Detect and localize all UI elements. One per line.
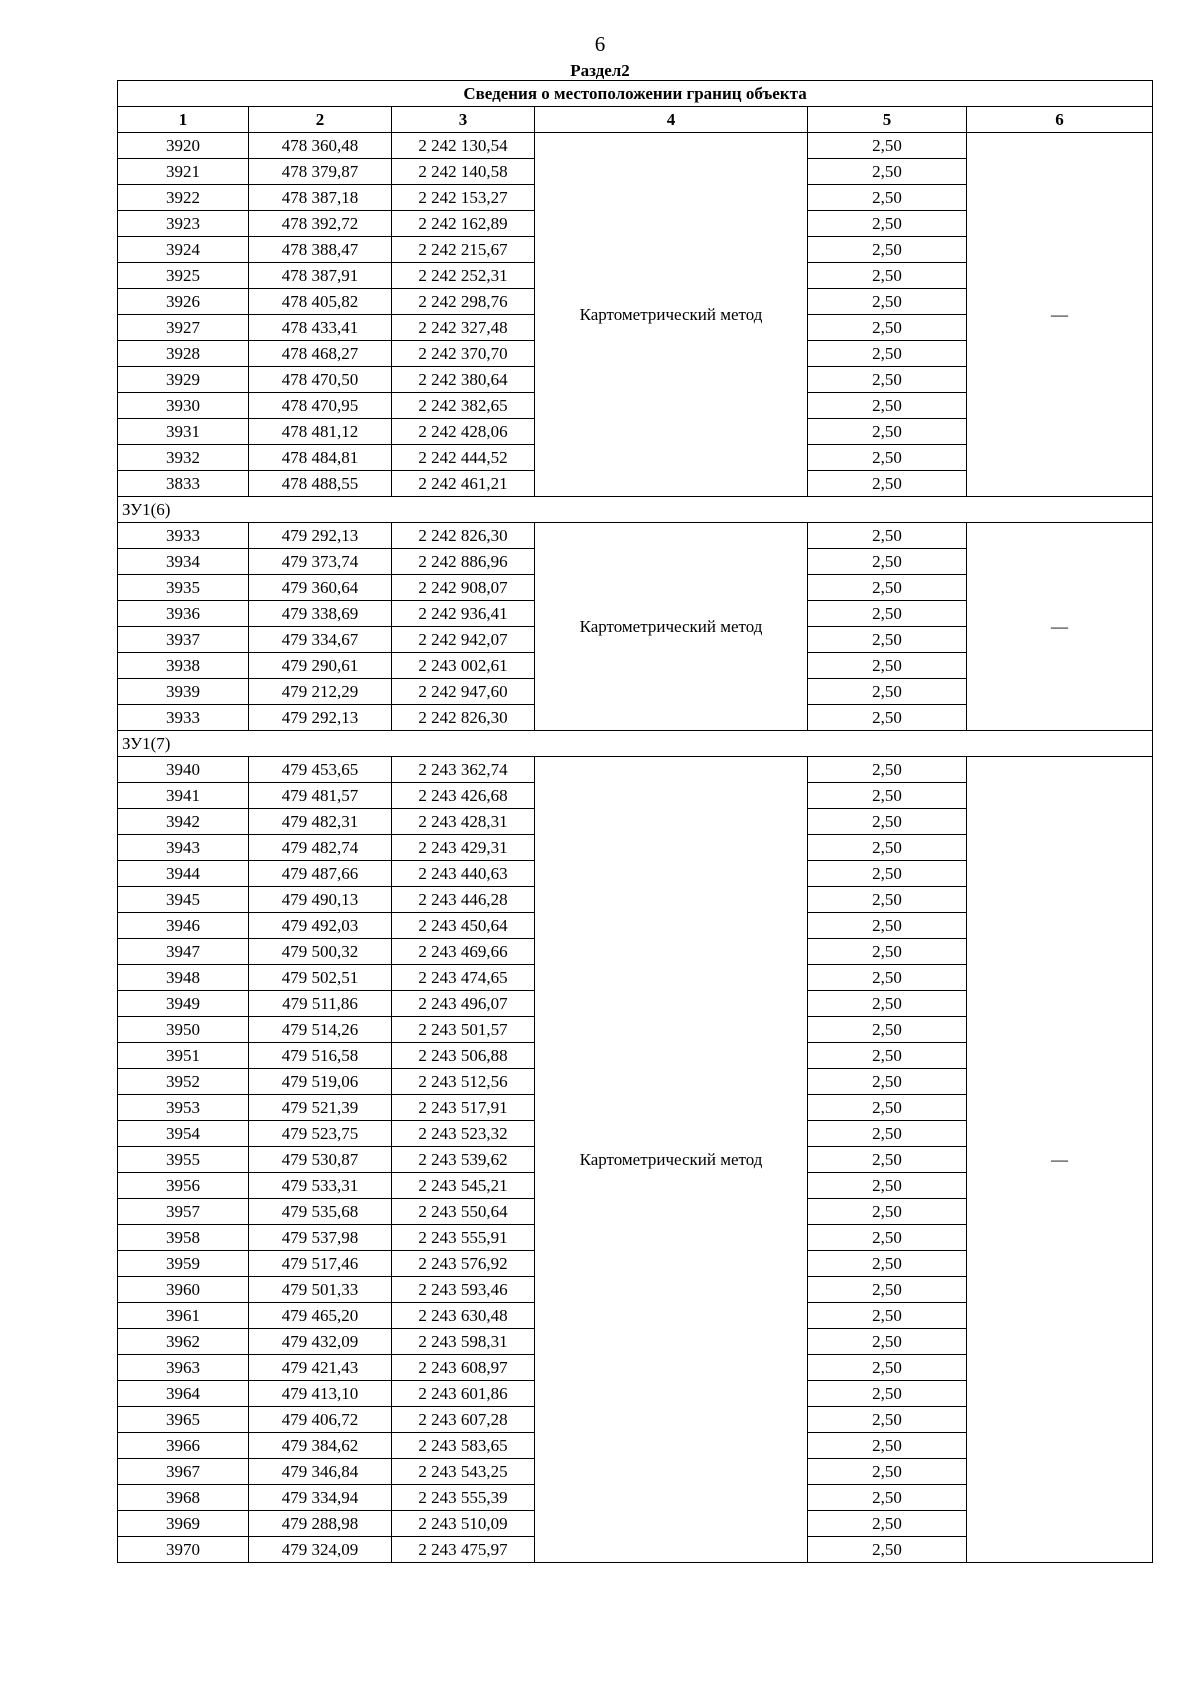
coord-y: 2 243 469,66 (392, 939, 535, 965)
coord-x: 479 413,10 (249, 1381, 392, 1407)
precision-value: 2,50 (808, 1277, 967, 1303)
coord-x: 479 465,20 (249, 1303, 392, 1329)
point-number: 3963 (118, 1355, 249, 1381)
column-header: 6 (967, 107, 1153, 133)
coord-y: 2 242 382,65 (392, 393, 535, 419)
coord-y: 2 242 886,96 (392, 549, 535, 575)
point-number: 3934 (118, 549, 249, 575)
point-number: 3928 (118, 341, 249, 367)
point-number: 3946 (118, 913, 249, 939)
precision-value: 2,50 (808, 1407, 967, 1433)
point-number: 3951 (118, 1043, 249, 1069)
coord-x: 479 384,62 (249, 1433, 392, 1459)
precision-value: 2,50 (808, 1485, 967, 1511)
precision-value: 2,50 (808, 1537, 967, 1563)
precision-value: 2,50 (808, 289, 967, 315)
coord-y: 2 243 630,48 (392, 1303, 535, 1329)
precision-value: 2,50 (808, 341, 967, 367)
column6-cell: — (967, 757, 1153, 1563)
point-number: 3920 (118, 133, 249, 159)
coord-y: 2 242 140,58 (392, 159, 535, 185)
point-number: 3833 (118, 471, 249, 497)
coord-y: 2 243 506,88 (392, 1043, 535, 1069)
precision-value: 2,50 (808, 185, 967, 211)
point-number: 3950 (118, 1017, 249, 1043)
precision-value: 2,50 (808, 549, 967, 575)
point-number: 3924 (118, 237, 249, 263)
point-number: 3942 (118, 809, 249, 835)
coord-x: 478 481,12 (249, 419, 392, 445)
coord-y: 2 243 426,68 (392, 783, 535, 809)
coord-x: 478 470,95 (249, 393, 392, 419)
coord-y: 2 243 598,31 (392, 1329, 535, 1355)
coord-x: 479 432,09 (249, 1329, 392, 1355)
precision-value: 2,50 (808, 1511, 967, 1537)
precision-value: 2,50 (808, 445, 967, 471)
column6-cell: — (967, 523, 1153, 731)
point-number: 3938 (118, 653, 249, 679)
coord-x: 479 492,03 (249, 913, 392, 939)
coord-y: 2 242 908,07 (392, 575, 535, 601)
precision-value: 2,50 (808, 1069, 967, 1095)
precision-value: 2,50 (808, 1251, 967, 1277)
coord-x: 479 334,94 (249, 1485, 392, 1511)
column-header: 3 (392, 107, 535, 133)
coord-x: 479 290,61 (249, 653, 392, 679)
table-header-row (118, 107, 1153, 133)
point-number: 3969 (118, 1511, 249, 1537)
coord-y: 2 242 153,27 (392, 185, 535, 211)
precision-value: 2,50 (808, 471, 967, 497)
precision-value: 2,50 (808, 367, 967, 393)
coord-x: 479 373,74 (249, 549, 392, 575)
point-number: 3964 (118, 1381, 249, 1407)
point-number: 3944 (118, 861, 249, 887)
precision-value: 2,50 (808, 1459, 967, 1485)
point-number: 3953 (118, 1095, 249, 1121)
coord-y: 2 242 942,07 (392, 627, 535, 653)
coord-x: 479 533,31 (249, 1173, 392, 1199)
coord-y: 2 243 428,31 (392, 809, 535, 835)
coord-x: 479 523,75 (249, 1121, 392, 1147)
group-label: ЗУ1(7) (118, 731, 1153, 757)
precision-value: 2,50 (808, 211, 967, 237)
point-number: 3933 (118, 705, 249, 731)
coord-x: 479 500,32 (249, 939, 392, 965)
coord-y: 2 242 327,48 (392, 315, 535, 341)
precision-value: 2,50 (808, 1043, 967, 1069)
coord-y: 2 243 545,21 (392, 1173, 535, 1199)
point-number: 3940 (118, 757, 249, 783)
coord-x: 479 288,98 (249, 1511, 392, 1537)
precision-value: 2,50 (808, 991, 967, 1017)
precision-value: 2,50 (808, 1381, 967, 1407)
coord-x: 478 405,82 (249, 289, 392, 315)
coord-y: 2 242 947,60 (392, 679, 535, 705)
precision-value: 2,50 (808, 835, 967, 861)
coord-y: 2 243 576,92 (392, 1251, 535, 1277)
coord-x: 478 470,50 (249, 367, 392, 393)
coord-y: 2 243 002,61 (392, 653, 535, 679)
precision-value: 2,50 (808, 1329, 967, 1355)
point-number: 3955 (118, 1147, 249, 1173)
coord-y: 2 242 444,52 (392, 445, 535, 471)
group-label-row (118, 497, 1153, 523)
coord-x: 478 488,55 (249, 471, 392, 497)
point-number: 3923 (118, 211, 249, 237)
coord-x: 478 387,18 (249, 185, 392, 211)
precision-value: 2,50 (808, 705, 967, 731)
coord-x: 479 453,65 (249, 757, 392, 783)
column-header: 1 (118, 107, 249, 133)
coord-x: 479 406,72 (249, 1407, 392, 1433)
point-number: 3943 (118, 835, 249, 861)
point-number: 3952 (118, 1069, 249, 1095)
coord-y: 2 243 608,97 (392, 1355, 535, 1381)
coord-y: 2 242 826,30 (392, 523, 535, 549)
point-number: 3935 (118, 575, 249, 601)
precision-value: 2,50 (808, 965, 967, 991)
point-number: 3968 (118, 1485, 249, 1511)
table-row (118, 133, 1153, 159)
group-label: ЗУ1(6) (118, 497, 1153, 523)
coord-y: 2 243 501,57 (392, 1017, 535, 1043)
point-number: 3954 (118, 1121, 249, 1147)
point-number: 3949 (118, 991, 249, 1017)
coord-x: 479 346,84 (249, 1459, 392, 1485)
precision-value: 2,50 (808, 419, 967, 445)
coord-y: 2 243 446,28 (392, 887, 535, 913)
coord-x: 479 421,43 (249, 1355, 392, 1381)
precision-value: 2,50 (808, 887, 967, 913)
coord-x: 479 482,31 (249, 809, 392, 835)
precision-value: 2,50 (808, 679, 967, 705)
coord-x: 479 537,98 (249, 1225, 392, 1251)
point-number: 3922 (118, 185, 249, 211)
point-number: 3931 (118, 419, 249, 445)
point-number: 3947 (118, 939, 249, 965)
coord-x: 478 484,81 (249, 445, 392, 471)
precision-value: 2,50 (808, 1121, 967, 1147)
coord-y: 2 243 496,07 (392, 991, 535, 1017)
precision-value: 2,50 (808, 913, 967, 939)
precision-value: 2,50 (808, 601, 967, 627)
precision-value: 2,50 (808, 237, 967, 263)
precision-value: 2,50 (808, 523, 967, 549)
point-number: 3965 (118, 1407, 249, 1433)
coord-x: 479 490,13 (249, 887, 392, 913)
coord-x: 479 481,57 (249, 783, 392, 809)
precision-value: 2,50 (808, 939, 967, 965)
table-title: Сведения о местоположении границ объекта (118, 81, 1153, 107)
coord-x: 479 514,26 (249, 1017, 392, 1043)
point-number: 3927 (118, 315, 249, 341)
point-number: 3945 (118, 887, 249, 913)
precision-value: 2,50 (808, 315, 967, 341)
precision-value: 2,50 (808, 1199, 967, 1225)
coord-y: 2 242 936,41 (392, 601, 535, 627)
point-number: 3933 (118, 523, 249, 549)
coord-y: 2 242 826,30 (392, 705, 535, 731)
coord-x: 479 511,86 (249, 991, 392, 1017)
precision-value: 2,50 (808, 861, 967, 887)
point-number: 3937 (118, 627, 249, 653)
coord-y: 2 243 440,63 (392, 861, 535, 887)
coord-x: 479 487,66 (249, 861, 392, 887)
coord-x: 478 379,87 (249, 159, 392, 185)
point-number: 3960 (118, 1277, 249, 1303)
group-label-row (118, 731, 1153, 757)
table-row (118, 757, 1153, 783)
coord-x: 479 521,39 (249, 1095, 392, 1121)
table-body (118, 133, 1153, 1563)
point-number: 3929 (118, 367, 249, 393)
coord-y: 2 242 130,54 (392, 133, 535, 159)
point-number: 3939 (118, 679, 249, 705)
precision-value: 2,50 (808, 159, 967, 185)
precision-value: 2,50 (808, 1303, 967, 1329)
coord-y: 2 243 429,31 (392, 835, 535, 861)
point-number: 3930 (118, 393, 249, 419)
point-number: 3948 (118, 965, 249, 991)
page-number: 6 (594, 32, 606, 56)
coord-x: 479 338,69 (249, 601, 392, 627)
point-number: 3932 (118, 445, 249, 471)
coord-y: 2 242 252,31 (392, 263, 535, 289)
coord-x: 479 482,74 (249, 835, 392, 861)
precision-value: 2,50 (808, 783, 967, 809)
coord-x: 478 387,91 (249, 263, 392, 289)
coord-x: 479 516,58 (249, 1043, 392, 1069)
coord-x: 479 519,06 (249, 1069, 392, 1095)
method-cell: Картометрический метод (535, 523, 808, 731)
coord-y: 2 243 543,25 (392, 1459, 535, 1485)
coord-x: 479 292,13 (249, 705, 392, 731)
boundary-coordinates-table (117, 80, 1153, 1563)
column6-cell: — (967, 133, 1153, 497)
precision-value: 2,50 (808, 757, 967, 783)
column-header: 5 (808, 107, 967, 133)
coord-y: 2 242 298,76 (392, 289, 535, 315)
point-number: 3926 (118, 289, 249, 315)
precision-value: 2,50 (808, 1095, 967, 1121)
coord-x: 478 360,48 (249, 133, 392, 159)
precision-value: 2,50 (808, 1225, 967, 1251)
point-number: 3957 (118, 1199, 249, 1225)
coord-y: 2 242 370,70 (392, 341, 535, 367)
coord-x: 479 292,13 (249, 523, 392, 549)
coord-x: 478 468,27 (249, 341, 392, 367)
coord-x: 478 433,41 (249, 315, 392, 341)
coord-y: 2 243 601,86 (392, 1381, 535, 1407)
coord-y: 2 243 593,46 (392, 1277, 535, 1303)
point-number: 3967 (118, 1459, 249, 1485)
coord-y: 2 243 583,65 (392, 1433, 535, 1459)
point-number: 3936 (118, 601, 249, 627)
precision-value: 2,50 (808, 627, 967, 653)
point-number: 3962 (118, 1329, 249, 1355)
precision-value: 2,50 (808, 809, 967, 835)
precision-value: 2,50 (808, 1433, 967, 1459)
precision-value: 2,50 (808, 1017, 967, 1043)
coord-y: 2 243 555,91 (392, 1225, 535, 1251)
method-cell: Картометрический метод (535, 757, 808, 1563)
column-header: 4 (535, 107, 808, 133)
coord-x: 479 324,09 (249, 1537, 392, 1563)
coord-x: 479 212,29 (249, 679, 392, 705)
table-row (118, 523, 1153, 549)
precision-value: 2,50 (808, 575, 967, 601)
point-number: 3925 (118, 263, 249, 289)
point-number: 3956 (118, 1173, 249, 1199)
point-number: 3959 (118, 1251, 249, 1277)
coord-x: 479 501,33 (249, 1277, 392, 1303)
coord-y: 2 243 475,97 (392, 1537, 535, 1563)
coord-x: 479 502,51 (249, 965, 392, 991)
method-cell: Картометрический метод (535, 133, 808, 497)
coord-y: 2 242 162,89 (392, 211, 535, 237)
precision-value: 2,50 (808, 263, 967, 289)
point-number: 3958 (118, 1225, 249, 1251)
coord-y: 2 242 215,67 (392, 237, 535, 263)
precision-value: 2,50 (808, 1355, 967, 1381)
coord-y: 2 243 474,65 (392, 965, 535, 991)
precision-value: 2,50 (808, 393, 967, 419)
coord-y: 2 242 380,64 (392, 367, 535, 393)
section-title: Раздел2 (570, 61, 630, 80)
column-header: 2 (249, 107, 392, 133)
coord-y: 2 243 517,91 (392, 1095, 535, 1121)
coord-y: 2 243 550,64 (392, 1199, 535, 1225)
coord-y: 2 243 539,62 (392, 1147, 535, 1173)
coord-y: 2 243 512,56 (392, 1069, 535, 1095)
coord-x: 479 530,87 (249, 1147, 392, 1173)
coord-y: 2 243 555,39 (392, 1485, 535, 1511)
coord-x: 479 334,67 (249, 627, 392, 653)
precision-value: 2,50 (808, 133, 967, 159)
coord-y: 2 243 450,64 (392, 913, 535, 939)
point-number: 3961 (118, 1303, 249, 1329)
precision-value: 2,50 (808, 1173, 967, 1199)
coord-x: 479 360,64 (249, 575, 392, 601)
precision-value: 2,50 (808, 653, 967, 679)
point-number: 3970 (118, 1537, 249, 1563)
coord-y: 2 242 461,21 (392, 471, 535, 497)
point-number: 3966 (118, 1433, 249, 1459)
coord-x: 478 388,47 (249, 237, 392, 263)
point-number: 3941 (118, 783, 249, 809)
table-title-row (118, 81, 1153, 107)
coord-y: 2 243 607,28 (392, 1407, 535, 1433)
coord-y: 2 242 428,06 (392, 419, 535, 445)
coord-x: 479 517,46 (249, 1251, 392, 1277)
coord-x: 479 535,68 (249, 1199, 392, 1225)
precision-value: 2,50 (808, 1147, 967, 1173)
point-number: 3921 (118, 159, 249, 185)
coord-x: 478 392,72 (249, 211, 392, 237)
coord-y: 2 243 510,09 (392, 1511, 535, 1537)
coord-y: 2 243 523,32 (392, 1121, 535, 1147)
coord-y: 2 243 362,74 (392, 757, 535, 783)
